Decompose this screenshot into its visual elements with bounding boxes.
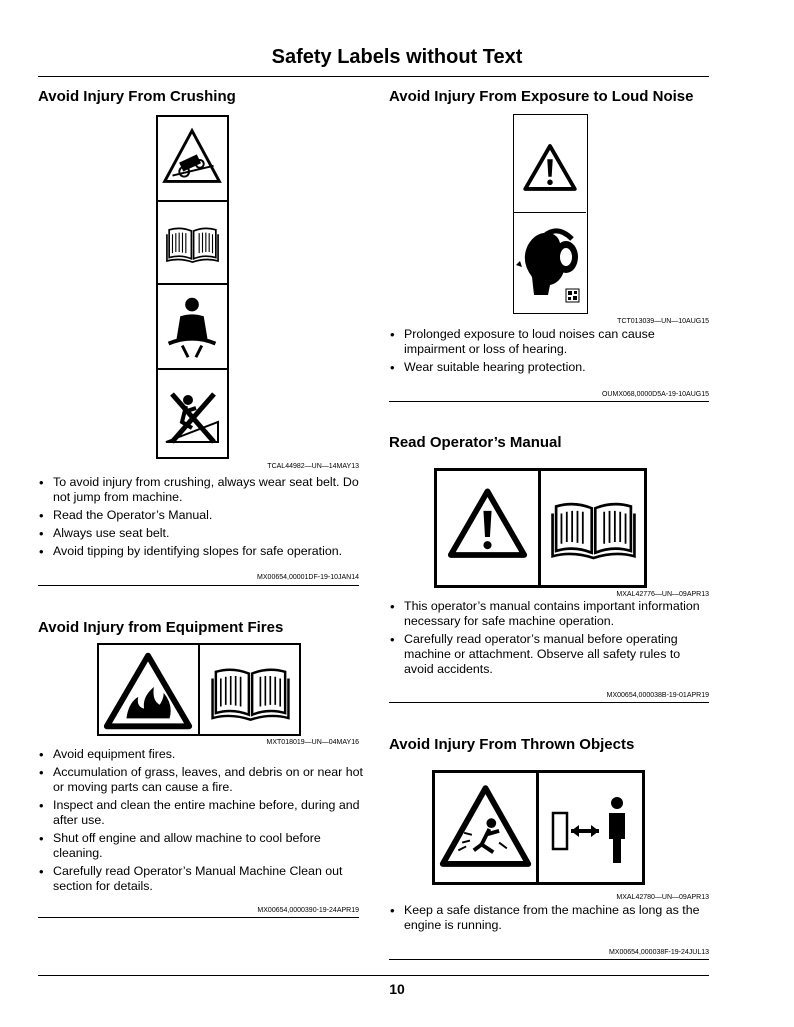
qr-code-icon [514,215,586,312]
crushing-label-strip [156,115,229,459]
noise-heading: Avoid Injury From Exposure to Loud Noise [389,88,694,105]
section-divider [389,401,709,402]
list-item: • This operator’s manual contains important information necessary for safe machine operation. [389,599,709,629]
fires-caption: MXT018019—UN—04MAY16 [266,739,359,746]
list-item: • Wear suitable hearing protection. [389,360,709,375]
list-item: • Inspect and clean the entire machine before, during and after use. [38,798,364,828]
list-item: • Always use seat belt. [38,526,364,541]
manual-ref: MX00654,000038B-19-01APR19 [606,692,709,699]
list-item: • Carefully read Operator’s Manual Machine Clean out section for details. [38,864,364,894]
manual-caption: MXAL42776—UN—09APR13 [616,591,709,598]
seat-belt-operator-icon [158,287,227,370]
warning-exclamation-icon [437,471,541,585]
list-item: • Accumulation of grass, leaves, and debris on or near hot or moving parts can cause a fire. [38,765,364,795]
page-title: Safety Labels without Text [271,46,523,68]
fires-bullets [38,747,364,897]
list-item: • Prolonged exposure to loud noises can cause impairment or loss of hearing. [389,327,709,357]
page-number: 10 [389,981,405,997]
safe-distance-icon [541,773,642,882]
fires-label-strip [97,643,301,736]
fires-ref: MX00654,0000390-19-24APR19 [257,907,359,914]
list-item: • Carefully read operator’s manual before operating machine or attachment. Observe all safety rules to avoid accidents. [389,632,709,677]
manual-book-icon [202,645,299,734]
noise-ref: OUMX068,0000D5A-19-10AUG15 [601,391,709,398]
footer-divider [38,975,709,976]
list-item: • Keep a safe distance from the machine as long as the engine is running. [389,903,709,933]
tipping-tractor-icon [158,117,227,202]
thrown-bullets [389,903,709,936]
manual-label-strip [434,468,647,588]
section-divider [389,702,709,703]
noise-label-strip [513,114,588,314]
manual-book-icon [158,204,227,285]
crushing-bullets [38,475,364,562]
noise-caption: TCT013039—UN—10AUG15 [617,318,709,325]
manual-heading: Read Operator’s Manual [389,434,562,451]
list-item: • To avoid injury from crushing, always wear seat belt. Do not jump from machine. [38,475,364,505]
thrown-ref: MX00654,000038F-19-24JUL13 [608,949,709,956]
thrown-heading: Avoid Injury From Thrown Objects [389,736,635,753]
noise-bullets [389,327,709,378]
section-divider [38,917,359,918]
fire-warning-icon [99,645,200,734]
hearing-protection-icon [514,215,586,312]
section-divider [389,959,709,960]
section-divider [38,585,359,586]
crushing-heading: Avoid Injury From Crushing [38,88,236,105]
title-divider [38,76,709,77]
thrown-label-strip [432,770,645,885]
list-item: • Read the Operator’s Manual. [38,508,364,523]
list-item: • Shut off engine and allow machine to cool before cleaning. [38,831,364,861]
thrown-caption: MXAL42780—UN—09APR13 [616,894,709,901]
warning-exclamation-icon [514,115,586,213]
thrown-objects-icon [435,773,539,882]
fires-heading: Avoid Injury from Equipment Fires [38,619,284,636]
no-jump-icon [158,372,227,457]
crushing-ref: MX00654,00001DF-19-10JAN14 [257,574,359,581]
crushing-caption: TCAL44982—UN—14MAY13 [267,463,359,470]
list-item: • Avoid tipping by identifying slopes for safe operation. [38,544,364,559]
list-item: • Avoid equipment fires. [38,747,364,762]
manual-book-icon [543,471,644,585]
manual-bullets [389,599,709,680]
